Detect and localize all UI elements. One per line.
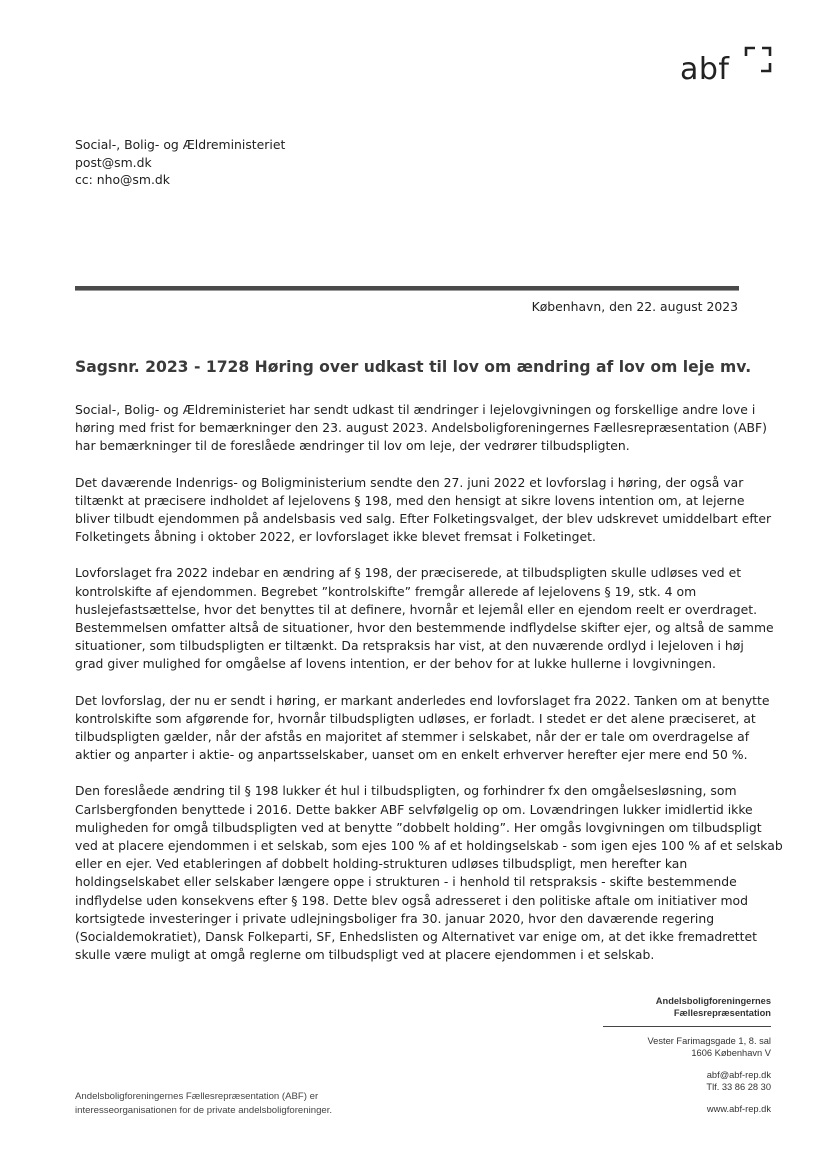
text-line: grad giver mulighed for omgåelse af lovens intention, er der behov for at lukke hullerne i lovgivningen. bbox=[75, 656, 716, 672]
text-line: muligheden for omgå tilbudspligten ved at benytte ”dobbelt holding”. Her omgås lovgivningen om tilbudspligt bbox=[75, 819, 762, 835]
text-line: høring med frist for bemærkninger den 23. august 2023. Andelsboligforeningernes Fællesrepræsentation (ABF) bbox=[75, 420, 768, 436]
abf-bracket-logo-icon bbox=[743, 44, 773, 74]
text-line: aktier og anparter i aktie- og anpartsselskaber, uanset om en enkelt erhverver herefter ejer mere end 50 %. bbox=[75, 747, 748, 763]
text-line: situationer, som tilbudspligten er tiltænkt. Da retspraksis har vist, at den nuværende ordlyd i lejeloven i høj bbox=[75, 638, 744, 654]
paragraph-2 bbox=[75, 474, 772, 547]
text-line: Det daværende Indenrigs- og Boligministerium sendte den 27. juni 2022 et lovforslag i høring, der også var bbox=[75, 474, 744, 490]
org-address bbox=[571, 1035, 771, 1059]
text-line: har bemærkninger til de foreslåede ændringer til lov om leje, der vedrører tilbudspligten. bbox=[75, 438, 630, 454]
header-divider bbox=[75, 286, 739, 290]
text-line: huslejefastsættelse, hvor det benyttes til at definere, hvornår et lejemål eller en ejendom reelt er overdraget. bbox=[75, 601, 758, 617]
org-divider bbox=[603, 1026, 771, 1027]
text-line: kontrolskifte som afgørende for, hvornår tilbudspligten udløses, er forladt. I stedet er det alene præciseret, at bbox=[75, 710, 756, 726]
footer-note bbox=[75, 1090, 332, 1117]
text-line: Det lovforslag, der nu er sendt i høring, er markant anderledes end lovforslaget fra 2022. Tanken om at benytte bbox=[75, 692, 770, 708]
text-line: indflydelse uden konsekvens efter § 198. Dette blev også adresseret i den politiske aftale om initiativer mod bbox=[75, 892, 748, 908]
address-line: Vester Farimagsgade 1, 8. sal bbox=[647, 1036, 771, 1046]
dateline: København, den 22. august 2023 bbox=[531, 299, 738, 314]
organization-contact-block bbox=[571, 995, 771, 1115]
text-line: kortsigtede investeringer i private udlejningsboliger fra 30. januar 2020, hvor den daværende regering bbox=[75, 910, 715, 926]
org-name-line2: Fællesrepræsentation bbox=[673, 1008, 771, 1018]
recipient-cc: cc: nho@sm.dk bbox=[75, 172, 170, 187]
letter-body bbox=[75, 401, 783, 982]
footer-line: interesseorganisationen for de private andelsboligforeninger. bbox=[75, 1104, 333, 1116]
text-line: Lovforslaget fra 2022 indebar en ændring af § 198, der præciserede, at tilbudspligten skulle udløses ved et bbox=[75, 565, 742, 581]
text-line: Carlsbergfonden benyttede i 2016. Dette bakker ABF selvfølgelig op om. Lovændringen lukker imidlertid ikke bbox=[75, 801, 753, 817]
recipient-ministry: Social-, Bolig- og Ældreministeriet bbox=[75, 137, 286, 152]
text-line: kontrolskifte af ejendommen. Begrebet ”kontrolskifte” fremgår allerede af lejelovens § 19, stk. 4 om bbox=[75, 583, 697, 599]
text-line: tilbudspligten gælder, når der afstås en majoritet af stemmer i selskabet, når der er tale om overdragelse af bbox=[75, 729, 750, 745]
address-line: 1606 København V bbox=[691, 1048, 771, 1058]
text-line: skulle være muligt at omgå reglerne om tilbudspligt ved at placere ejendommen i et selskab. bbox=[75, 947, 655, 963]
text-line: (Socialdemokratiet), Dansk Folkeparti, SF, Enhedslisten og Alternativet var enige om, at det ikke fremadrettet bbox=[75, 929, 757, 945]
org-contact bbox=[571, 1069, 771, 1093]
text-line: bliver tilbudt ejendommen på andelsbasis ved salg. Efter Folketingsvalget, der blev udskrevet umiddelbart efter bbox=[75, 511, 772, 527]
text-line: Den foreslåede ændring til § 198 lukker ét hul i tilbudspligten, og forhindrer fx den omgåelsesløsning, som bbox=[75, 783, 737, 799]
text-line: Social-, Bolig- og Ældreministeriet har sendt udkast til ændringer i lejelovgivningen og forskellige andre love i bbox=[75, 402, 756, 417]
text-line: holdingselskabet eller selskaber længere oppe i strukturen - i henhold til retspraksis - skifte bestemmende bbox=[75, 874, 737, 890]
text-line: ved at placere ejendommen i et selskab, som ejes 100 % af et holdingselskab - som igen ejes 100 % af et selskab bbox=[75, 838, 783, 854]
text-line: tiltænkt at præcisere indholdet af lejelovens § 198, med den hensigt at sikre lovens intention om, at lejerne bbox=[75, 492, 745, 508]
abf-logo bbox=[680, 44, 780, 94]
org-name-line1: Andelsboligforeningernes bbox=[655, 996, 771, 1006]
paragraph-1 bbox=[75, 401, 768, 456]
recipient-email: post@sm.dk bbox=[75, 154, 152, 170]
paragraph-3 bbox=[75, 564, 774, 673]
logo-text: abf bbox=[680, 52, 730, 87]
paragraph-4 bbox=[75, 692, 770, 765]
paragraph-5 bbox=[75, 782, 783, 964]
recipient-block bbox=[75, 136, 285, 189]
phone-number: Tlf. 33 86 28 30 bbox=[706, 1082, 771, 1092]
text-line: Folketingets åbning i oktober 2022, er lovforslaget ikke blevet fremsat i Folketinget. bbox=[75, 529, 596, 545]
footer-line: Andelsboligforeningernes Fællesrepræsentation (ABF) er bbox=[75, 1091, 319, 1102]
letter-heading: Sagsnr. 2023 - 1728 Høring over udkast til lov om ændring af lov om leje mv. bbox=[75, 358, 752, 376]
email-link[interactable]: abf@abf-rep.dk bbox=[706, 1070, 771, 1080]
text-line: Bestemmelsen omfatter altså de situationer, hvor den bestemmende indflydelse skifter ejer, og altså de samme bbox=[75, 620, 774, 636]
website-link[interactable]: www.abf-rep.dk bbox=[706, 1104, 771, 1114]
text-line: eller en ejer. Ved etableringen af dobbelt holding-strukturen udløses tilbudspligt, men herefter kan bbox=[75, 856, 688, 872]
